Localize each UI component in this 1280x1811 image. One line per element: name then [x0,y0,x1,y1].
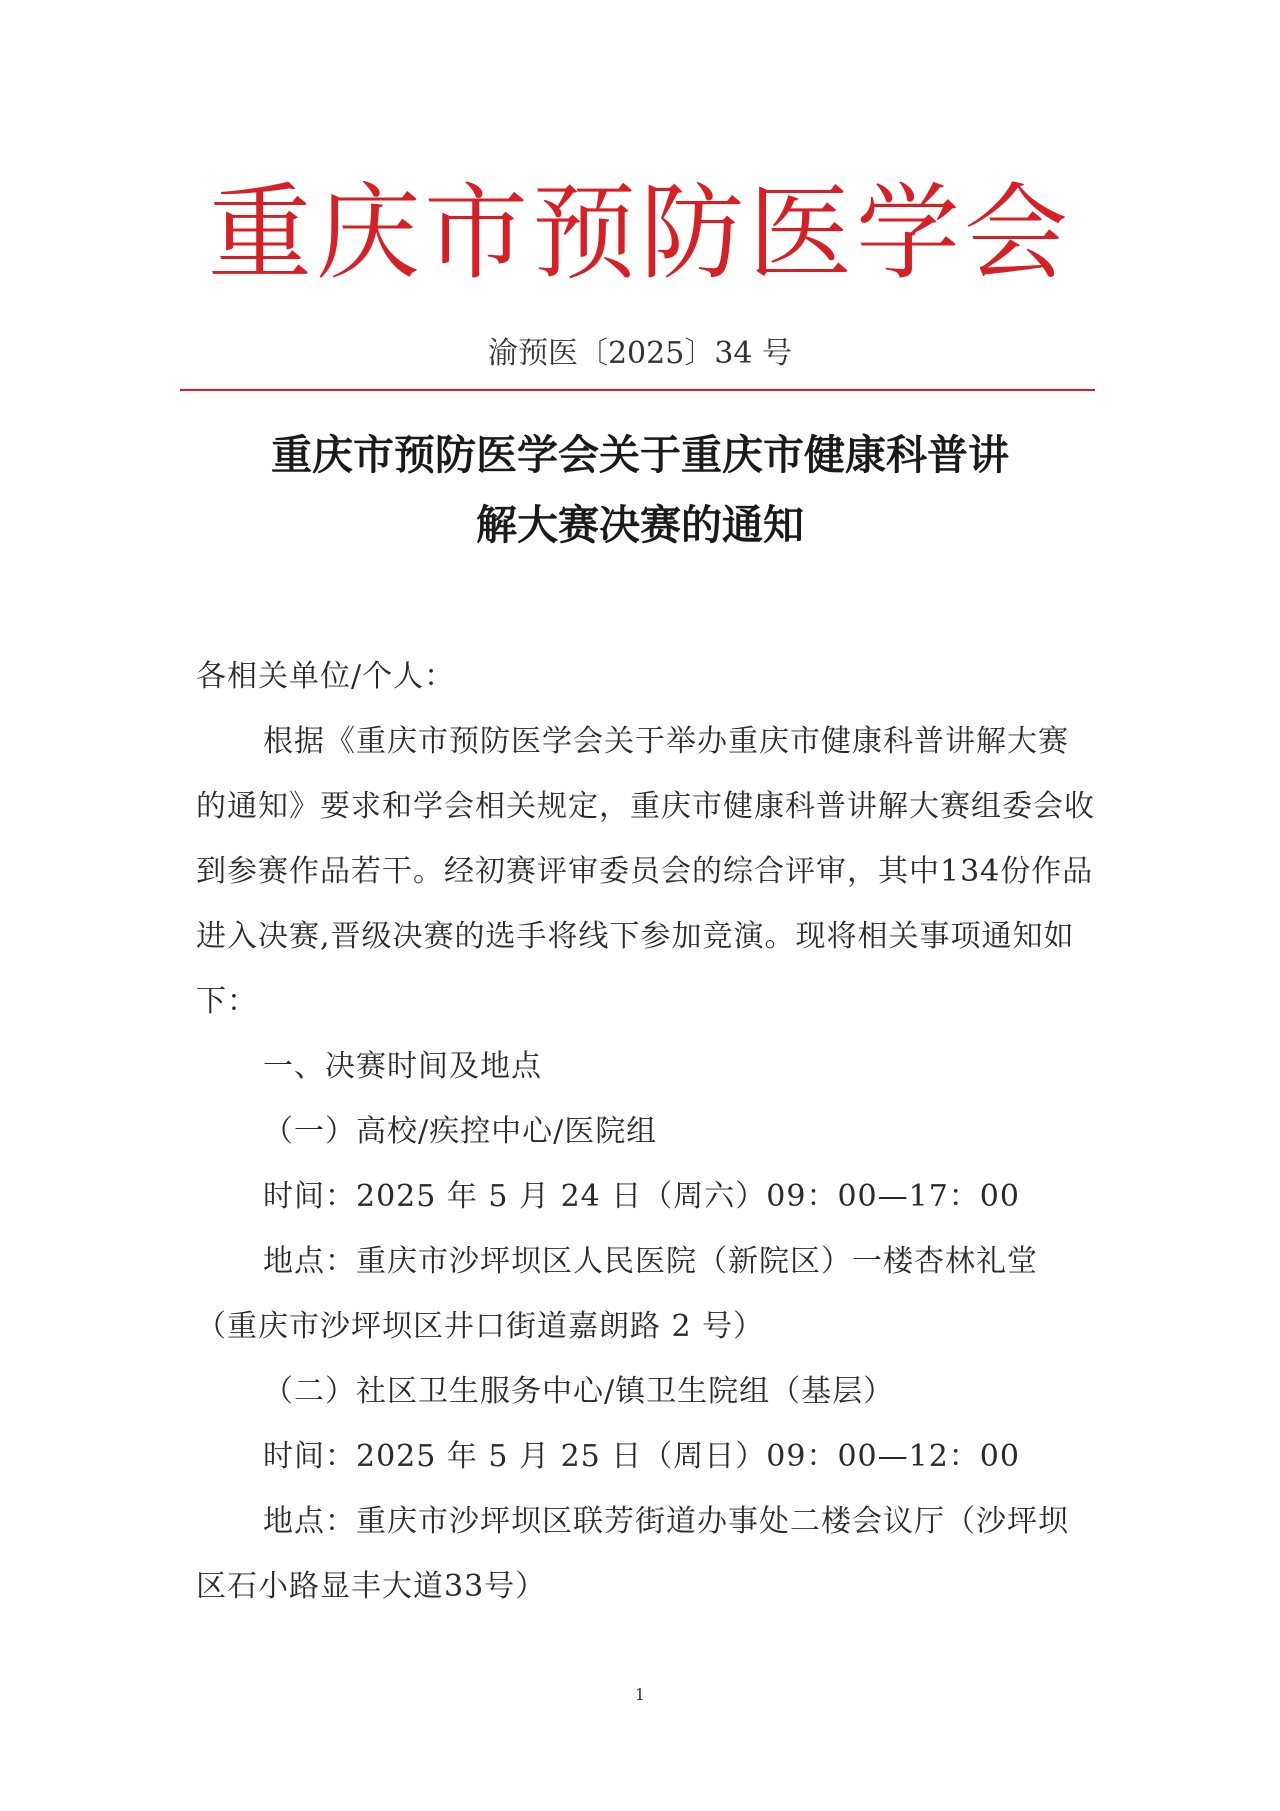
group-2-heading: （二）社区卫生服务中心/镇卫生院组（基层） [263,1374,895,1409]
group-2-place: 地点：重庆市沙坪坝区联芳街道办事处二楼会议厅（沙坪坝区石小路显丰大道33号） [196,1504,1069,1604]
salutation: 各相关单位/个人： [196,659,456,694]
document-number: 渝预医〔2025〕34 号 [487,336,793,371]
intro-paragraph: 根据《重庆市预防医学会关于举办重庆市健康科普讲解大赛的通知》要求和学会相关规定，重庆市健康科普讲解大赛组委会收到参赛作品若干。经初赛评审委员会的综合评审，其中134份作品进入决赛,晋级决赛的选手将线下参加竞演。现将相关事项通知如下： [196,724,1095,1019]
group-1-time: 时间：2025 年 5 月 24 日（周六）09：00—17：00 [263,1179,1020,1214]
notice-body [196,644,1096,1619]
notice-title-line-1: 重庆市预防医学会关于重庆市健康科普讲 [271,431,1009,479]
notice-title-line-2: 解大赛决赛的通知 [476,501,804,549]
group-1-heading: （一）高校/疾控中心/医院组 [263,1114,658,1149]
group-1-place: 地点：重庆市沙坪坝区人民医院（新院区）一楼杏林礼堂（重庆市沙坪坝区井口街道嘉朗路 2 号） [196,1244,1038,1344]
red-divider-line [180,389,1095,391]
section-heading: 一、决赛时间及地点 [263,1049,542,1084]
group-2-time: 时间：2025 年 5 月 25 日（周日）09：00—12：00 [263,1439,1020,1474]
page-number: 1 [634,1685,646,1704]
organization-name-header: 重庆市预防医学会 [207,172,1072,294]
notice-title [0,420,1280,560]
